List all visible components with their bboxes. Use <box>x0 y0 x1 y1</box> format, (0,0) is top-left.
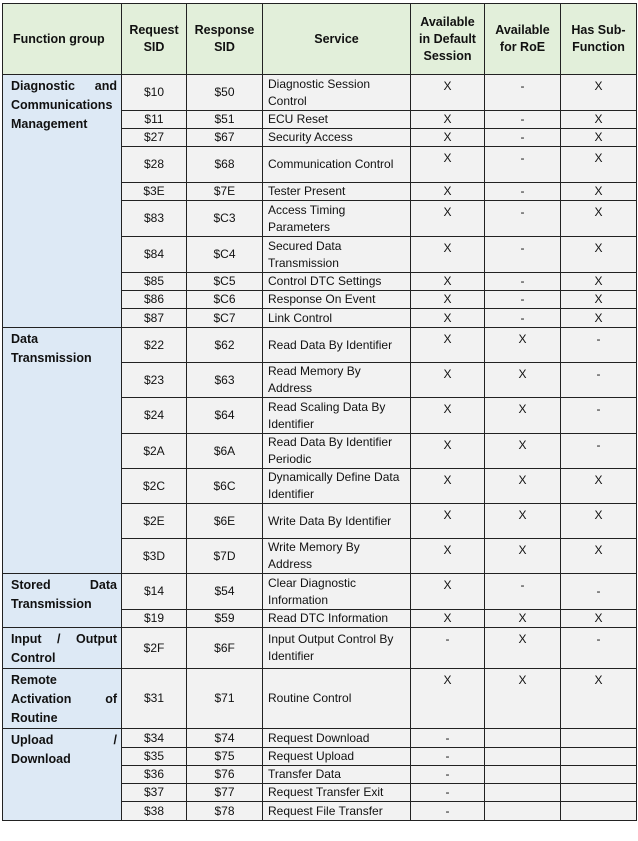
function-group-cell: Stored Data Transmission <box>3 574 122 628</box>
header-response-sid: Response SID <box>187 4 263 75</box>
service-cell: Tester Present <box>263 183 411 201</box>
table-row <box>3 729 637 748</box>
default-session-cell: X <box>411 574 485 610</box>
service-cell: Response On Event <box>263 291 411 309</box>
default-session-cell: X <box>411 398 485 434</box>
default-session-cell: X <box>411 291 485 309</box>
request-sid-cell: $35 <box>122 748 187 766</box>
default-session-cell: X <box>411 504 485 539</box>
response-sid-cell: $50 <box>187 75 263 111</box>
response-sid-cell: $78 <box>187 802 263 821</box>
service-cell: Control DTC Settings <box>263 273 411 291</box>
roe-cell: - <box>485 75 561 111</box>
sub-function-cell: X <box>561 129 637 147</box>
response-sid-cell: $64 <box>187 398 263 434</box>
default-session-cell: X <box>411 111 485 129</box>
roe-cell <box>485 748 561 766</box>
roe-cell: X <box>485 469 561 504</box>
sub-function-cell <box>561 748 637 766</box>
table-row <box>3 328 637 363</box>
default-session-cell: X <box>411 201 485 237</box>
function-group-cell: Diagnostic and Communications Management <box>3 75 122 328</box>
service-cell: Write Data By Identifier <box>263 504 411 539</box>
response-sid-cell: $63 <box>187 363 263 398</box>
response-sid-cell: $C7 <box>187 309 263 328</box>
function-group-cell: Remote Activation of Routine <box>3 669 122 729</box>
response-sid-cell: $7E <box>187 183 263 201</box>
response-sid-cell: $67 <box>187 129 263 147</box>
sub-function-cell: - <box>561 398 637 434</box>
table-row <box>3 75 637 111</box>
roe-cell: X <box>485 434 561 469</box>
roe-cell: X <box>485 328 561 363</box>
request-sid-cell: $37 <box>122 784 187 802</box>
response-sid-cell: $62 <box>187 328 263 363</box>
request-sid-cell: $24 <box>122 398 187 434</box>
request-sid-cell: $83 <box>122 201 187 237</box>
default-session-cell: X <box>411 273 485 291</box>
service-cell: Dynamically Define Data Identifier <box>263 469 411 504</box>
response-sid-cell: $68 <box>187 147 263 183</box>
roe-cell: - <box>485 183 561 201</box>
default-session-cell: - <box>411 766 485 784</box>
default-session-cell: X <box>411 237 485 273</box>
sub-function-cell: X <box>561 183 637 201</box>
roe-cell: X <box>485 628 561 669</box>
sub-function-cell <box>561 784 637 802</box>
service-cell: Transfer Data <box>263 766 411 784</box>
sub-function-cell: X <box>561 309 637 328</box>
default-session-cell: X <box>411 669 485 729</box>
service-cell: ECU Reset <box>263 111 411 129</box>
default-session-cell: X <box>411 129 485 147</box>
roe-cell: X <box>485 363 561 398</box>
sub-function-cell: X <box>561 147 637 183</box>
roe-cell: - <box>485 129 561 147</box>
sub-function-cell: X <box>561 291 637 309</box>
roe-cell: X <box>485 610 561 628</box>
response-sid-cell: $59 <box>187 610 263 628</box>
service-cell: Routine Control <box>263 669 411 729</box>
default-session-cell: X <box>411 610 485 628</box>
request-sid-cell: $19 <box>122 610 187 628</box>
default-session-cell: - <box>411 628 485 669</box>
request-sid-cell: $10 <box>122 75 187 111</box>
service-cell: Read Data By Identifier <box>263 328 411 363</box>
request-sid-cell: $86 <box>122 291 187 309</box>
function-group-cell: Data Transmission <box>3 328 122 574</box>
response-sid-cell: $7D <box>187 539 263 574</box>
service-cell: Request Transfer Exit <box>263 784 411 802</box>
response-sid-cell: $77 <box>187 784 263 802</box>
table-row <box>3 574 637 610</box>
response-sid-cell: $6C <box>187 469 263 504</box>
default-session-cell: X <box>411 469 485 504</box>
request-sid-cell: $85 <box>122 273 187 291</box>
roe-cell: - <box>485 147 561 183</box>
response-sid-cell: $51 <box>187 111 263 129</box>
roe-cell: - <box>485 237 561 273</box>
roe-cell: - <box>485 574 561 610</box>
response-sid-cell: $6F <box>187 628 263 669</box>
sub-function-cell: X <box>561 669 637 729</box>
service-cell: Read Scaling Data By Identifier <box>263 398 411 434</box>
request-sid-cell: $14 <box>122 574 187 610</box>
table-row <box>3 628 637 669</box>
sub-function-cell: - <box>561 628 637 669</box>
default-session-cell: X <box>411 434 485 469</box>
response-sid-cell: $C3 <box>187 201 263 237</box>
request-sid-cell: $3D <box>122 539 187 574</box>
sub-function-cell: X <box>561 237 637 273</box>
request-sid-cell: $84 <box>122 237 187 273</box>
service-cell: Input Output Control By Identifier <box>263 628 411 669</box>
header-service: Service <box>263 4 411 75</box>
sub-function-cell: X <box>561 504 637 539</box>
request-sid-cell: $87 <box>122 309 187 328</box>
response-sid-cell: $C4 <box>187 237 263 273</box>
table-row <box>3 669 637 729</box>
request-sid-cell: $11 <box>122 111 187 129</box>
request-sid-cell: $22 <box>122 328 187 363</box>
roe-cell: X <box>485 669 561 729</box>
request-sid-cell: $2F <box>122 628 187 669</box>
service-cell: Write Memory By Address <box>263 539 411 574</box>
service-cell: Request File Transfer <box>263 802 411 821</box>
service-cell: Request Upload <box>263 748 411 766</box>
sub-function-cell <box>561 729 637 748</box>
default-session-cell: X <box>411 147 485 183</box>
request-sid-cell: $3E <box>122 183 187 201</box>
request-sid-cell: $2A <box>122 434 187 469</box>
sub-function-cell: - <box>561 328 637 363</box>
request-sid-cell: $27 <box>122 129 187 147</box>
default-session-cell: X <box>411 309 485 328</box>
sub-function-cell: X <box>561 469 637 504</box>
response-sid-cell: $C5 <box>187 273 263 291</box>
roe-cell: X <box>485 539 561 574</box>
sub-function-cell: X <box>561 75 637 111</box>
service-cell: Clear Diagnostic Information <box>263 574 411 610</box>
service-cell: Communication Control <box>263 147 411 183</box>
service-cell: Access Timing Parameters <box>263 201 411 237</box>
default-session-cell: - <box>411 784 485 802</box>
sub-function-cell: X <box>561 201 637 237</box>
sub-function-cell: - <box>561 434 637 469</box>
default-session-cell: X <box>411 328 485 363</box>
default-session-cell: X <box>411 75 485 111</box>
sub-function-cell: - <box>561 363 637 398</box>
roe-cell <box>485 802 561 821</box>
sub-function-cell <box>561 766 637 784</box>
service-cell: Secured Data Transmission <box>263 237 411 273</box>
header-request-sid: Request SID <box>122 4 187 75</box>
default-session-cell: - <box>411 802 485 821</box>
service-cell: Diagnostic Session Control <box>263 75 411 111</box>
service-cell: Read Memory By Address <box>263 363 411 398</box>
response-sid-cell: $74 <box>187 729 263 748</box>
roe-cell: - <box>485 291 561 309</box>
default-session-cell: X <box>411 363 485 398</box>
request-sid-cell: $2C <box>122 469 187 504</box>
response-sid-cell: $54 <box>187 574 263 610</box>
sub-function-cell: - <box>561 574 637 610</box>
response-sid-cell: $71 <box>187 669 263 729</box>
request-sid-cell: $23 <box>122 363 187 398</box>
service-cell: Link Control <box>263 309 411 328</box>
response-sid-cell: $6E <box>187 504 263 539</box>
request-sid-cell: $31 <box>122 669 187 729</box>
default-session-cell: X <box>411 183 485 201</box>
sub-function-cell: X <box>561 273 637 291</box>
default-session-cell: - <box>411 729 485 748</box>
roe-cell <box>485 784 561 802</box>
header-function-group: Function group <box>3 4 122 75</box>
roe-cell: X <box>485 504 561 539</box>
request-sid-cell: $36 <box>122 766 187 784</box>
sub-function-cell: X <box>561 111 637 129</box>
request-sid-cell: $34 <box>122 729 187 748</box>
sub-function-cell: X <box>561 610 637 628</box>
service-cell: Read DTC Information <box>263 610 411 628</box>
service-cell: Security Access <box>263 129 411 147</box>
service-cell: Read Data By Identifier Periodic <box>263 434 411 469</box>
service-cell: Request Download <box>263 729 411 748</box>
header-roe: Available for RoE <box>485 4 561 75</box>
roe-cell: - <box>485 273 561 291</box>
function-group-cell: Upload / Download <box>3 729 122 821</box>
header-default-session: Available in Default Session <box>411 4 485 75</box>
response-sid-cell: $C6 <box>187 291 263 309</box>
response-sid-cell: $6A <box>187 434 263 469</box>
sub-function-cell: X <box>561 539 637 574</box>
roe-cell: - <box>485 111 561 129</box>
uds-services-table <box>2 3 637 821</box>
sub-function-cell <box>561 802 637 821</box>
roe-cell: - <box>485 309 561 328</box>
roe-cell: - <box>485 201 561 237</box>
roe-cell: X <box>485 398 561 434</box>
roe-cell <box>485 729 561 748</box>
roe-cell <box>485 766 561 784</box>
request-sid-cell: $28 <box>122 147 187 183</box>
request-sid-cell: $38 <box>122 802 187 821</box>
default-session-cell: X <box>411 539 485 574</box>
header-row <box>3 4 637 75</box>
request-sid-cell: $2E <box>122 504 187 539</box>
header-sub-function: Has Sub-Function <box>561 4 637 75</box>
response-sid-cell: $76 <box>187 766 263 784</box>
function-group-cell: Input / Output Control <box>3 628 122 669</box>
default-session-cell: - <box>411 748 485 766</box>
response-sid-cell: $75 <box>187 748 263 766</box>
